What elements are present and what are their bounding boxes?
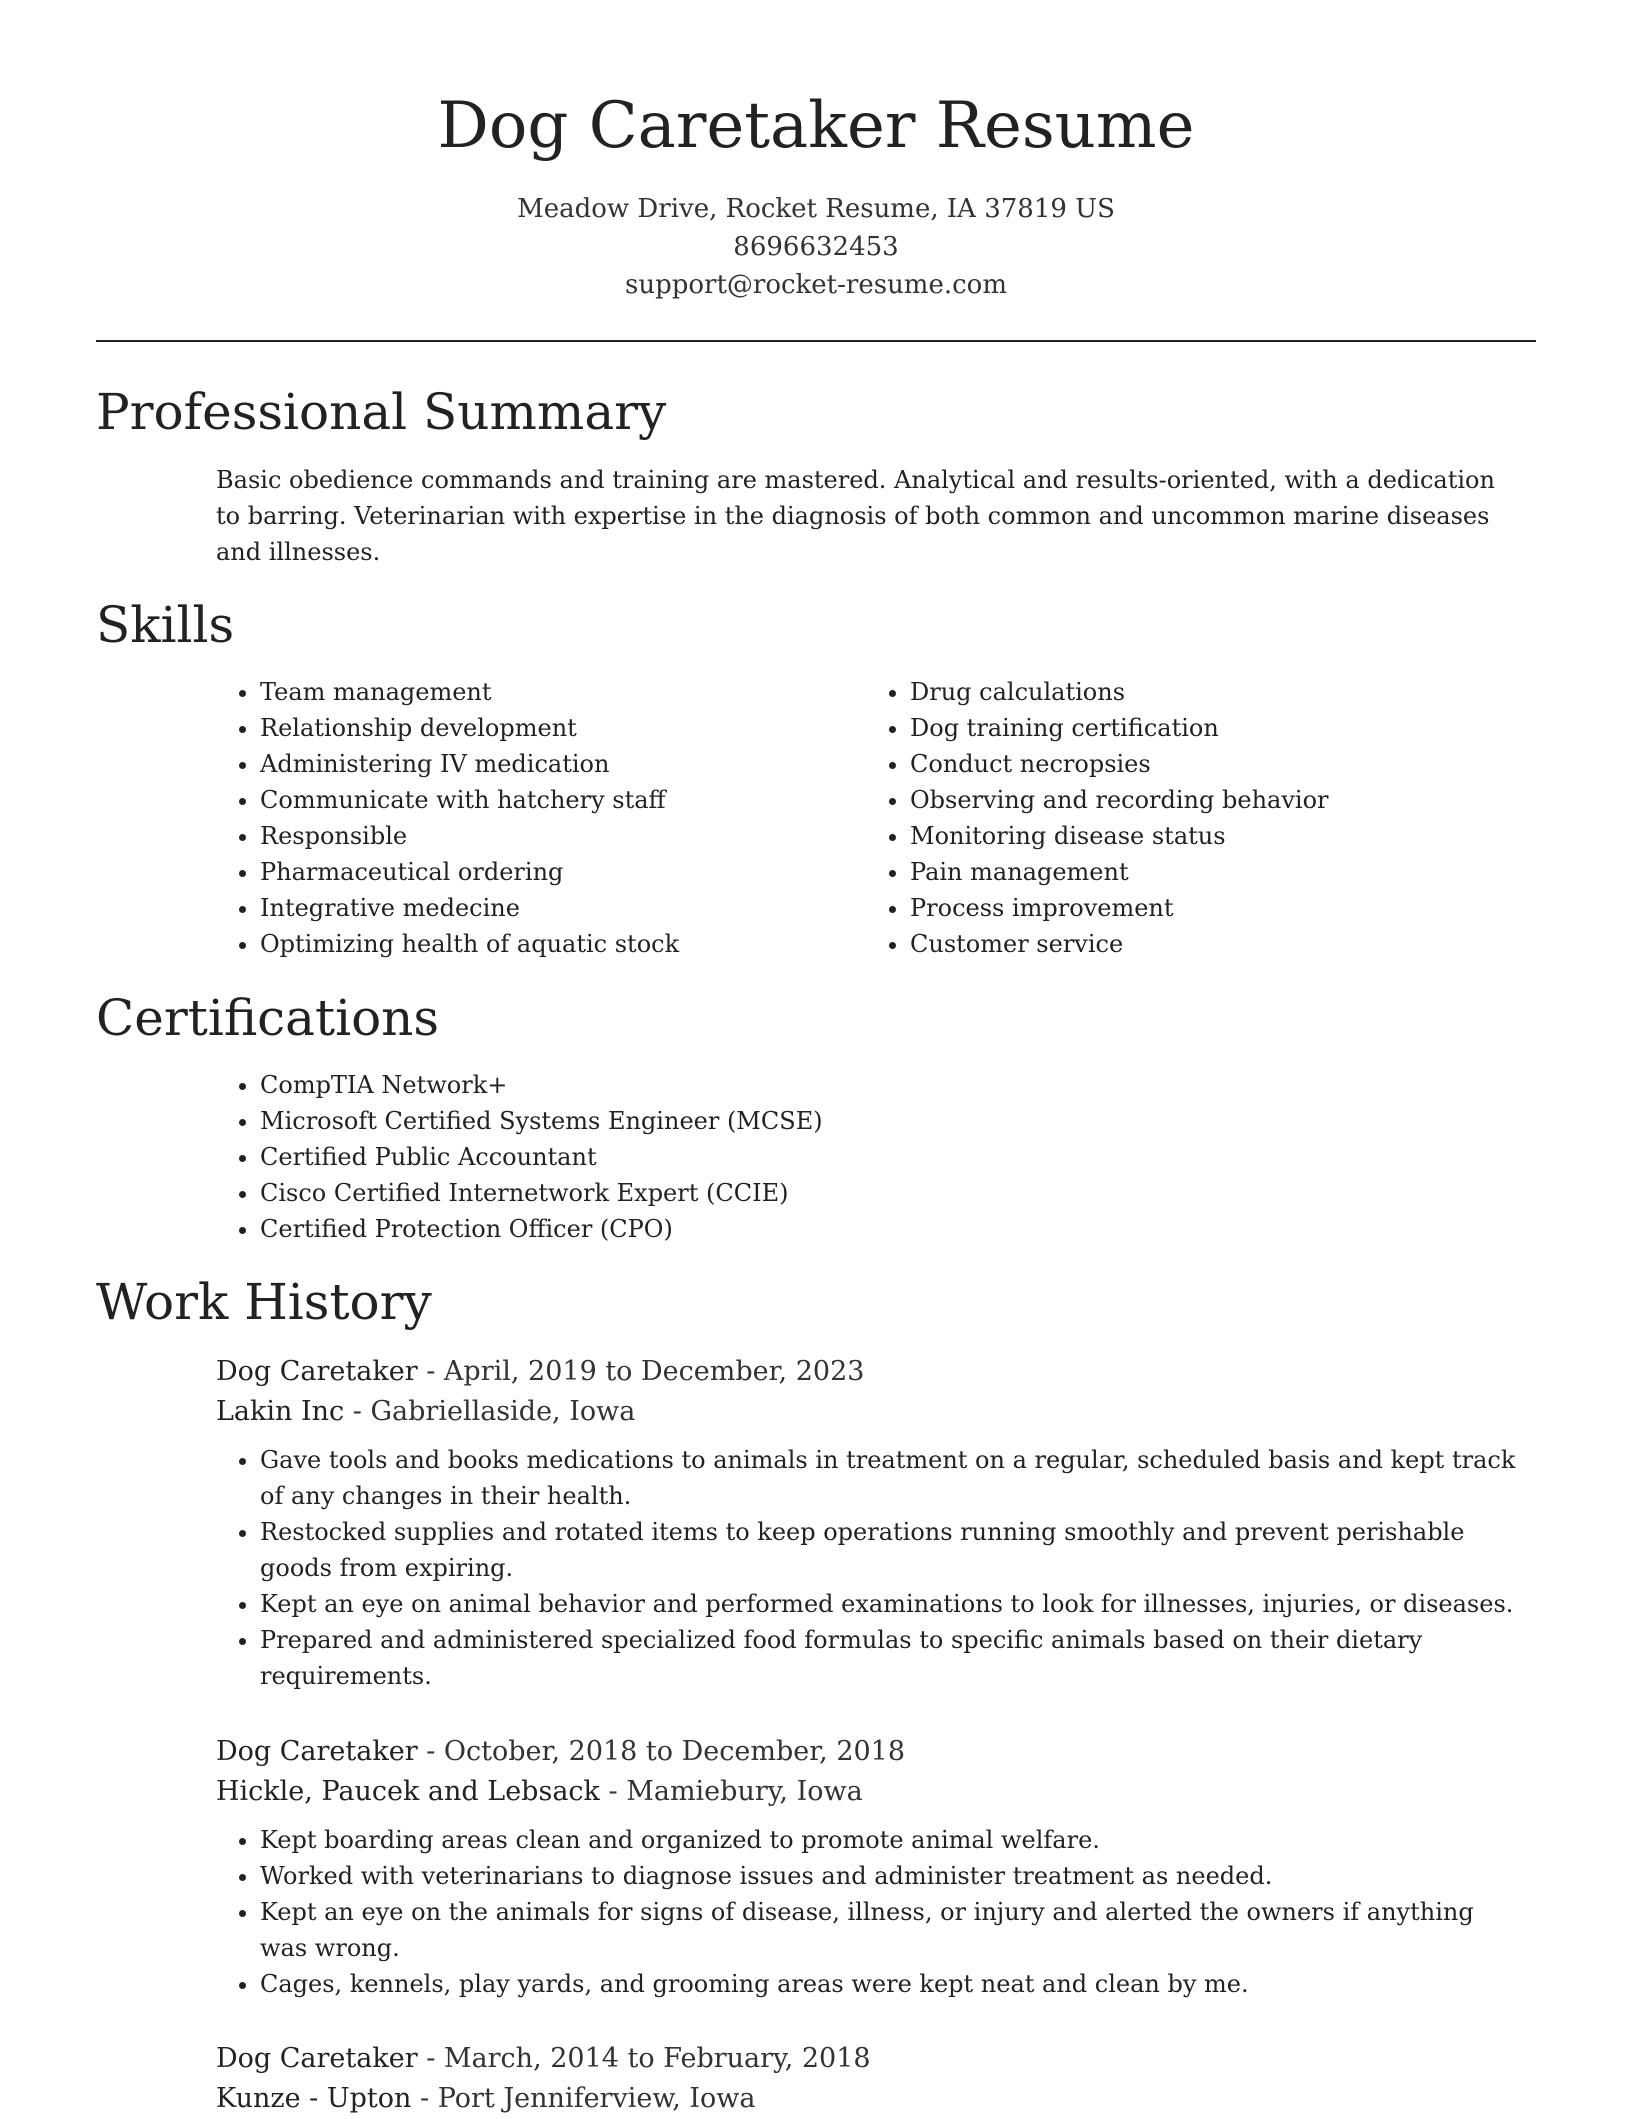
job-dates: March, 2014 to February, 2018 [443,2043,871,2074]
summary-heading: Professional Summary [96,383,667,441]
skills-list-left [216,674,860,962]
contact-address: Meadow Drive, Rocket Resume, IA 37819 US [517,194,1115,224]
job-title: Dog Caretaker [216,1736,418,1767]
job-entry [216,1352,1526,1694]
job-title: Dog Caretaker [216,1356,418,1387]
job-duty: • Kept an eye on animal behavior and performed examinations to look for illnesses, injuries, or diseases. [260,1586,1526,1622]
skill-item: • Optimizing health of aquatic stock [260,926,860,962]
skill-item: • Drug calculations [910,674,1510,710]
work-history-heading: Work History [96,1273,432,1331]
skill-item: • Administering IV medication [260,746,860,782]
job-title-line: Dog Caretaker - October, 2018 to December, 2018 [216,1736,906,1767]
job-company-line: Hickle, Paucek and Lebsack - Mamiebury, Iowa [216,1776,863,1807]
certification-item: • Microsoft Certified Systems Engineer (MCSE) [260,1103,1460,1139]
contact-phone: 8696632453 [733,232,899,262]
summary-text: Basic obedience commands and training are mastered. Analytical and results-oriented, with a dedication to barring. Veterinarian with expertise in the diagnosis of both common and uncommon marine diseases and illnesses. [216,466,1495,566]
job-location: Port Jenniferview, Iowa [437,2083,756,2114]
skill-item: • Dog training certification [910,710,1510,746]
job-title-line: Dog Caretaker - March, 2014 to February, 2018 [216,2043,871,2074]
job-duties-list [216,1822,1526,2002]
job-company: Lakin Inc [216,1396,345,1427]
skill-item: • Process improvement [910,890,1510,926]
skill-item: • Pain management [910,854,1510,890]
contact-block [96,190,1536,304]
job-duty: • Prepared and administered specialized food formulas to specific animals based on their dietary requirements. [260,1622,1526,1694]
skill-item: • Responsible [260,818,860,854]
job-duty: • Restocked supplies and rotated items to keep operations running smoothly and prevent perishable goods from expiring. [260,1514,1526,1586]
skill-item: • Customer service [910,926,1510,962]
job-location: Gabriellaside, Iowa [370,1396,636,1427]
skills-heading: Skills [96,596,235,654]
skills-list-right [866,674,1510,962]
skill-item: • Monitoring disease status [910,818,1510,854]
certification-item: • Cisco Certified Internetwork Expert (CCIE) [260,1175,1460,1211]
certifications-list [216,1067,1460,1247]
job-duty: • Kept an eye on the animals for signs of disease, illness, or injury and alerted the owners if anything was wrong. [260,1894,1526,1966]
job-company-line: Lakin Inc - Gabriellaside, Iowa [216,1396,636,1427]
skill-item: • Team management [260,674,860,710]
job-entry [216,2039,1526,2119]
skill-item: • Relationship development [260,710,860,746]
job-location: Mamiebury, Iowa [626,1776,863,1807]
job-company: Kunze - Upton [216,2083,412,2114]
certification-item: • CompTIA Network+ [260,1067,1460,1103]
skill-item: • Integrative medecine [260,890,860,926]
job-duty: • Cages, kennels, play yards, and grooming areas were kept neat and clean by me. [260,1966,1526,2002]
skill-item: • Pharmaceutical ordering [260,854,860,890]
job-duty: • Worked with veterinarians to diagnose issues and administer treatment as needed. [260,1858,1526,1894]
skill-item: • Conduct necropsies [910,746,1510,782]
contact-email: support@rocket-resume.com [624,270,1007,300]
job-company-line: Kunze - Upton - Port Jenniferview, Iowa [216,2083,756,2114]
job-company: Hickle, Paucek and Lebsack [216,1776,600,1807]
job-duty: • Kept boarding areas clean and organized to promote animal welfare. [260,1822,1526,1858]
certifications-heading: Certifications [96,989,440,1047]
resume-header [96,84,1536,304]
job-duties-list [216,1442,1526,1694]
resume-title: Dog Caretaker Resume [437,89,1195,163]
skill-item: • Observing and recording behavior [910,782,1510,818]
job-title-line: Dog Caretaker - April, 2019 to December, 2023 [216,1356,865,1387]
skill-item: • Communicate with hatchery staff [260,782,860,818]
certification-item: • Certified Protection Officer (CPO) [260,1211,1460,1247]
job-entry [216,1732,1526,2002]
header-divider [96,340,1536,342]
job-dates: October, 2018 to December, 2018 [443,1736,906,1767]
job-dates: April, 2019 to December, 2023 [443,1356,865,1387]
job-title: Dog Caretaker [216,2043,418,2074]
job-duty: • Gave tools and books medications to animals in treatment on a regular, scheduled basis and kept track of any changes in their health. [260,1442,1526,1514]
certification-item: • Certified Public Accountant [260,1139,1460,1175]
